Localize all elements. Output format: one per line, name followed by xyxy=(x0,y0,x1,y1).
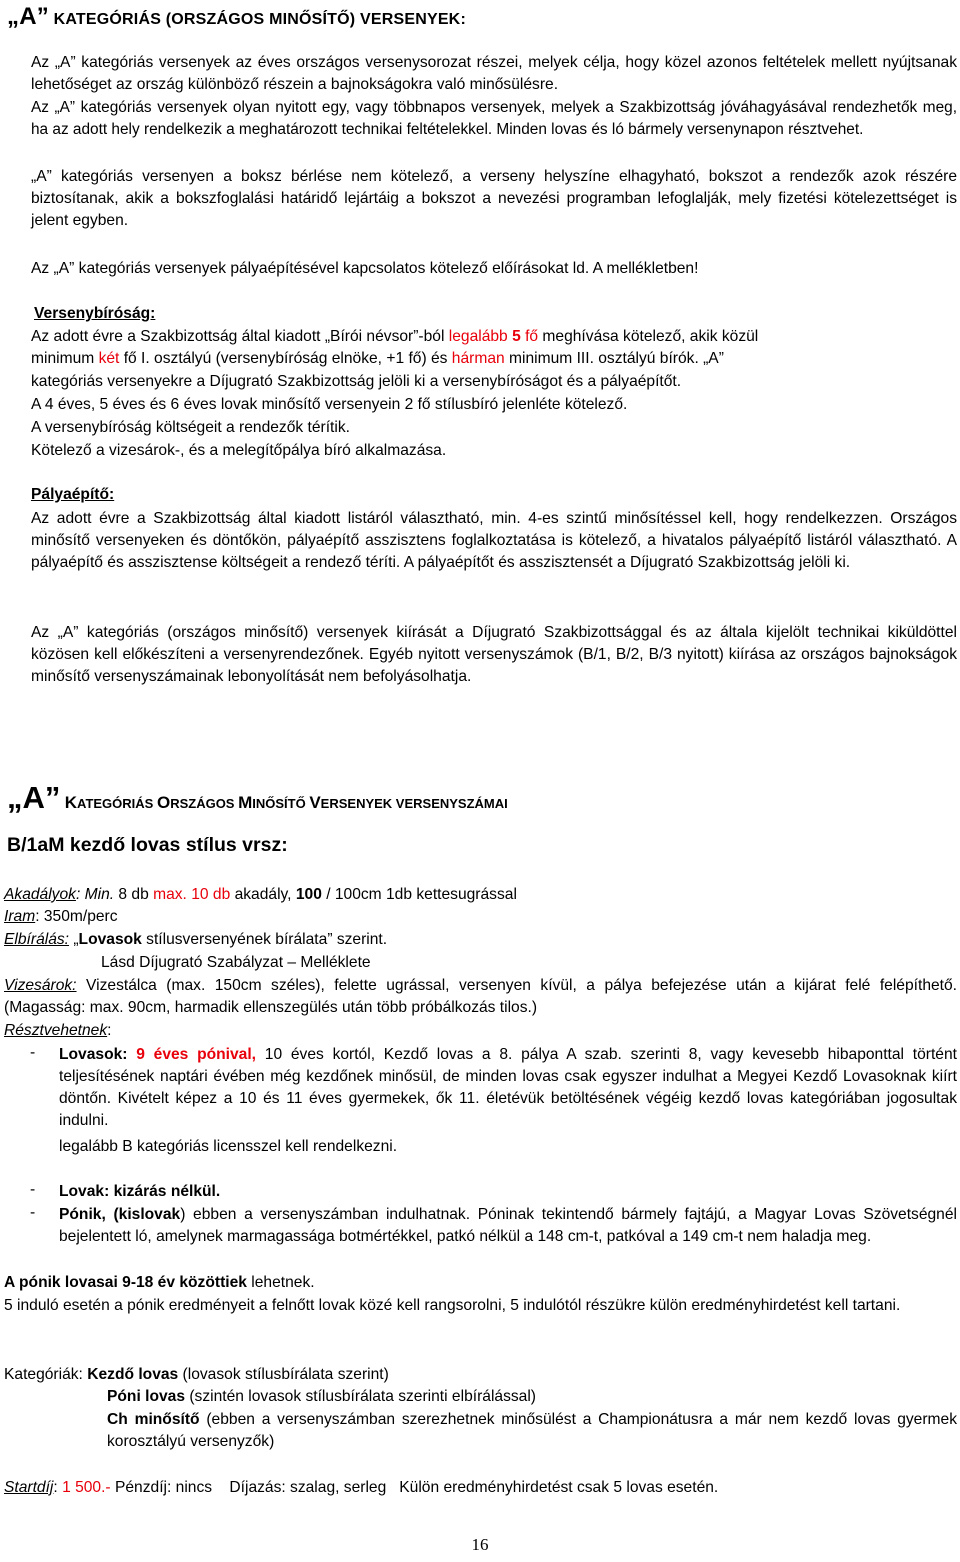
heading2-w4-cap: V xyxy=(309,793,321,812)
jury-l1-fo: fő xyxy=(520,328,539,345)
intro-paragraph-3: „A” kategóriás versenyen a boksz bérlése nem kötelező, a verseny helyszíne elhagyható, bokszot a rendezők azok részére biztosítanak, akik a bokszfoglalási határidő lejártáig a bokszot a nevezési programban lefoglalják, mely fizetési kötelezettséget is jelent egyben. xyxy=(31,168,957,229)
horses-item xyxy=(30,1181,957,1203)
riders-text-block xyxy=(59,1044,957,1132)
heading2-w1: ATEGÓRIÁS xyxy=(77,796,157,811)
pony-riders-bold: A pónik lovasai 9-18 év közöttiek xyxy=(4,1274,247,1291)
section-heading-events xyxy=(7,780,508,816)
ponies-text-block xyxy=(59,1204,957,1248)
course-title: Pályaépítő: xyxy=(31,486,115,503)
ranking-paragraph: 5 induló esetén a pónik eredményeit a felnőtt lovak közé kell rangsorolni, 5 indulótól részükre külön eredményhirdetést kell tartani. xyxy=(4,1297,901,1314)
heading2-quote: „ xyxy=(7,780,23,815)
riders-license: legalább B kategóriás licensszel kell rendelkezni. xyxy=(59,1138,398,1155)
fee-text: Pénzdíj: nincs Díjazás: szalag, serleg Külön eredményhirdetést csak 5 lovas esetén. xyxy=(110,1479,719,1496)
riders-dash: - xyxy=(30,1044,36,1061)
jury-l1-a: Az adott évre a Szakbizottság által kiadott „Bírói névsor”-ból xyxy=(31,328,449,345)
pace-label: Iram xyxy=(4,908,36,925)
riders-bold: Lovasok: xyxy=(59,1046,137,1063)
jury-line-6: Kötelező a vizesárok-, és a melegítőpálya bíró alkalmazása. xyxy=(31,442,447,459)
pace-line xyxy=(4,906,118,928)
heading-quote-close: ” xyxy=(36,3,49,30)
pony-riders-line xyxy=(4,1272,315,1294)
obstacles-height: 100 xyxy=(295,886,322,903)
pace-value: : 350m/perc xyxy=(35,908,118,925)
jury-l1-red: legalább xyxy=(448,328,513,345)
category-1-bold: Kezdő lovas xyxy=(87,1366,179,1383)
jury-l2-b: fő I. osztályú (versenybíróság elnöke, +1 fő) és xyxy=(119,350,452,367)
heading2-w1-cap: K xyxy=(64,793,78,812)
jury-l1-b: meghívása kötelező, akik közül xyxy=(538,328,759,345)
judging-ref: Lásd Díjugrató Szabályzat – Melléklete xyxy=(101,954,371,971)
jury-l2-red: két xyxy=(98,350,120,367)
judging-a: „ xyxy=(69,931,79,948)
judging-line xyxy=(4,929,387,951)
page-number: 16 xyxy=(471,1535,489,1554)
heading-letter: A xyxy=(19,3,37,30)
heading2-w4: ERSENYEK VERSENYSZÁMAI xyxy=(320,796,508,811)
category-2-text: (szintén lovasok stílusbírálata szerinti elbírálással) xyxy=(185,1388,537,1405)
ponies-text: ) ebben a versenyszámban indulhatnak. Póninak tekintendő bármely fajtájú, a Magyar Lovas Szövetségnél bejelentett ló, amelynek marmagassága botmértékkel, patkó nélkül a 148 cm-t, patkóval a 149 cm-t nem haladja meg. xyxy=(59,1206,957,1245)
section-heading-a-category xyxy=(7,3,466,31)
jury-l2-c: minimum III. osztályú bírók. „A” xyxy=(504,350,724,367)
water-label: Vizesárok: xyxy=(4,977,77,994)
jury-l1-num: 5 xyxy=(512,328,521,345)
fee-line xyxy=(4,1477,718,1499)
heading2-w2-cap: O xyxy=(156,793,171,812)
heading-rest: KATEGÓRIÁS (ORSZÁGOS MINŐSÍTŐ) VERSENYEK: xyxy=(48,11,466,28)
judging-bold: Lovasok xyxy=(78,931,142,948)
intro-paragraph-1: Az „A” kategóriás versenyek az éves országos versenysorozat részei, melyek célja, hogy közel azonos feltételek mellett nyújtsanak lehetőséget az ország különböző részein a bajnokságokra való minősülésre. xyxy=(31,54,957,93)
jury-line-1 xyxy=(31,326,758,348)
obstacles-max: max. 10 db xyxy=(153,886,231,903)
riders-red: 9 éves pónival, xyxy=(136,1046,257,1063)
category-line-1 xyxy=(4,1364,389,1386)
jury-line-3: kategóriás versenyekre a Díjugrató Szakbizottság jelöli ki a versenybíróságot és a pályaépítőt. xyxy=(31,373,682,390)
fee-label: Startdíj xyxy=(4,1479,54,1496)
heading-quote-open: „ xyxy=(7,3,20,30)
jury-l2-a: minimum xyxy=(31,350,99,367)
jury-line-2 xyxy=(31,348,724,370)
obstacles-b: akadály, xyxy=(230,886,296,903)
participants-colon: : xyxy=(107,1022,112,1039)
horses-bold: Lovak: kizárás nélkül. xyxy=(59,1183,221,1200)
judging-label: Elbírálás: xyxy=(4,931,70,948)
entry-paragraph: Az „A” kategóriás (országos minősítő) versenyek kiírását a Díjugrató Szakbizottsággal és az általa kijelölt technikai kiküldöttel közösen kell előkészíteni a versenyrendezőnek. Egyéb nyitott versenyszámok (B/1, B/2, B/3 nyitott) kiírása az országos bajnokságok minősítő versenyszámainak lebonyolítását nem befolyásolhatja. xyxy=(31,624,957,685)
obstacles-line xyxy=(4,884,517,906)
obstacles-min: : Min. xyxy=(75,886,115,903)
fee-colon: : xyxy=(53,1479,63,1496)
ponies-dash: - xyxy=(30,1204,36,1221)
fee-amount: 1 500.- xyxy=(62,1479,111,1496)
riders-text: 10 éves kortól, Kezdő lovas a 8. pálya A szab. szerinti 8, vagy kevesebb hibaponttal történt teljesítésének naptári évében még kezdőnek minősül, de minden lovas csak egyszer indulhat a Megyei Kezdő Lovasoknak kiírt döntőn. Kivételt képez a 10 és 11 éves gyermekek, ők 11. életévük betöltésének végéig kezdő lovas kategóriában jogosultak indulni. xyxy=(59,1046,957,1129)
obstacles-c: / 100cm 1db kettesugrással xyxy=(321,886,517,903)
category-line-2 xyxy=(107,1386,536,1408)
intro-paragraph-2: Az „A” kategóriás versenyek olyan nyitott egy, vagy többnapos versenyek, melyek a Szakbizottság jóváhagyásával rendezhetők meg, ha az adott hely rendelkezik a meghatározott technikai feltételekkel. Minden lovas és ló bármely versenynapon résztvehet. xyxy=(31,99,957,138)
water-text: Vizestálca (max. 150cm széles), felette ugrással, versenyen kívül, a pálya befejezése után a kijárat felé felépíthető. (Magasság: max. 90cm, harmadik ellenszegülés után több próbálkozás tilos.) xyxy=(4,977,957,1016)
event-title: B/1aM kezdő lovas stílus vrsz: xyxy=(7,834,288,856)
horses-dash: - xyxy=(30,1181,36,1198)
category-2-bold: Póni lovas xyxy=(107,1388,185,1405)
jury-line-5: A versenybíróság költségeit a rendezők térítik. xyxy=(31,419,350,436)
obstacles-label: Akadályok xyxy=(4,886,76,903)
heading2-w2: RSZÁGOS xyxy=(170,796,239,811)
obstacles-count: 8 db xyxy=(114,886,154,903)
ponies-item xyxy=(30,1204,957,1270)
category-3-text: (ebben a versenyszámban szerezhetnek minősülést a Championátusra a már nem kezdő lovas gyermek korosztályú versenyzők) xyxy=(107,1411,958,1450)
jury-line-4: A 4 éves, 5 éves és 6 éves lovak minősítő versenyein 2 fő stílusbíró jelenléte kötelező. xyxy=(31,396,628,413)
water-paragraph xyxy=(4,975,957,1019)
pony-riders-text: lehetnek. xyxy=(246,1274,315,1291)
heading2-letter: A xyxy=(22,780,45,815)
course-paragraph: Az adott évre a Szakbizottság által kiadott listáról választható, min. 4-es szintű minősítéssel kell, hogy rendelkezzen. Országos minősítő versenyeken és döntőkön, pályaépítő asszisztens foglalkoztatása is kötelező, a hivatalos pályaépítő listáról választható. A pályaépítő és asszisztense költségeit a rendező téríti. A pályaépítőt és asszisztensét a Díjugrató Szakbizottság jelöli ki. xyxy=(31,510,957,571)
heading2-quote-close: ” xyxy=(44,780,61,815)
jury-l2-red2: hárman xyxy=(451,350,505,367)
heading2-w3: INŐSÍTŐ xyxy=(252,796,310,811)
category-1-text: (lovasok stílusbírálata szerint) xyxy=(178,1366,389,1383)
intro-paragraph-4: Az „A” kategóriás versenyek pályaépítésével kapcsolatos kötelező előírásokat ld. A mellékletben! xyxy=(31,260,699,277)
heading2-w3-cap: M xyxy=(238,793,253,812)
participants-label: Résztvehetnek xyxy=(4,1022,108,1039)
category-line-3 xyxy=(107,1409,957,1453)
category-label: Kategóriák: xyxy=(4,1366,88,1383)
jury-title: Versenybíróság: xyxy=(34,305,156,322)
category-3-bold: Ch minősítő xyxy=(107,1411,200,1428)
ponies-bold: Pónik, (kislovak xyxy=(59,1206,181,1223)
participants-line xyxy=(4,1020,112,1042)
judging-b: stílusversenyének bírálata” szerint. xyxy=(141,931,388,948)
